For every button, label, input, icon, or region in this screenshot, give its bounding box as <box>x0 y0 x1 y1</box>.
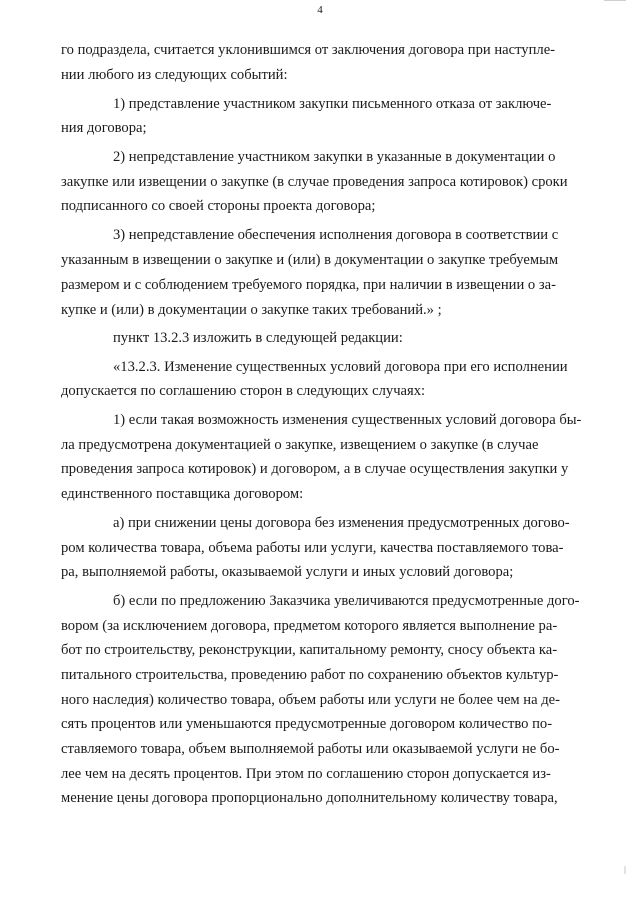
text-line: закупке или извещении о закупке (в случае проведения запроса котировок) сроки <box>61 174 568 190</box>
text-line: размером и с соблюдением требуемого порядка, при наличии в извещении о за- <box>61 277 556 293</box>
list-item-line: 3) непредставление обеспечения исполнения договора в соответствии с <box>113 227 559 243</box>
text-line: ния договора; <box>61 120 147 136</box>
scan-edge-mark <box>624 866 626 874</box>
text-line: сять процентов или уменьшаются предусмотренные договором количество по- <box>61 716 553 732</box>
text-line: вором (за исключением договора, предметом которого является выполнение ра- <box>61 618 558 634</box>
paragraph-first-line: б) если по предложению Заказчика увеличиваются предусмотренные дого- <box>113 593 580 609</box>
text-line: ного наследия) количество товара, объем работы или услуги не более чем на де- <box>61 692 561 708</box>
text-line: единственного поставщика договором: <box>61 486 304 502</box>
scan-corner-mark <box>604 0 626 3</box>
text-line: купке и (или) в документации о закупке таких требований.» ; <box>61 302 442 318</box>
paragraph-first-line: пункт 13.2.3 изложить в следующей редакции: <box>113 330 403 346</box>
text-line: питального строительства, проведению работ по сохранению объектов культур- <box>61 667 559 683</box>
text-line: менение цены договора пропорционально дополнительному количеству товара, <box>61 790 558 806</box>
text-line: проведения запроса котировок) и договором, а в случае осуществления закупки у <box>61 461 569 477</box>
text-line: указанным в извещении о закупке и (или) в документации о закупке требуемым <box>61 252 559 268</box>
text-line: ла предусмотрена документацией о закупке, извещением о закупке (в случае <box>61 437 539 453</box>
text-line: го подраздела, считается уклонившимся от заключения договора при наступле- <box>61 42 556 58</box>
text-line: лее чем на десять процентов. При этом по соглашению сторон допускается из- <box>61 766 551 782</box>
list-item-line: 1) представление участником закупки письменного отказа от заключе- <box>113 96 552 112</box>
list-item-line: 2) непредставление участником закупки в указанные в документации о <box>113 149 556 165</box>
paragraph-first-line: а) при снижении цены договора без изменения предусмотренных догово- <box>113 515 570 531</box>
text-line: допускается по соглашению сторон в следующих случаях: <box>61 383 426 399</box>
page-number: 4 <box>317 4 323 16</box>
text-line: ром количества товара, объема работы или услуги, качества поставляемого това- <box>61 540 564 556</box>
text-line: подписанного со своей стороны проекта договора; <box>61 198 376 214</box>
text-line: нии любого из следующих событий: <box>61 67 288 83</box>
text-line: бот по строительству, реконструкции, капитальному ремонту, сносу объекта ка- <box>61 642 558 658</box>
paragraph-first-line: «13.2.3. Изменение существенных условий договора при его исполнении <box>113 359 568 375</box>
text-line: ра, выполняемой работы, оказываемой услуги и иных условий договора; <box>61 564 514 580</box>
text-line: ставляемого товара, объем выполняемой работы или оказываемой услуги не бо- <box>61 741 560 757</box>
paragraph-first-line: 1) если такая возможность изменения существенных условий договора бы- <box>113 412 582 428</box>
